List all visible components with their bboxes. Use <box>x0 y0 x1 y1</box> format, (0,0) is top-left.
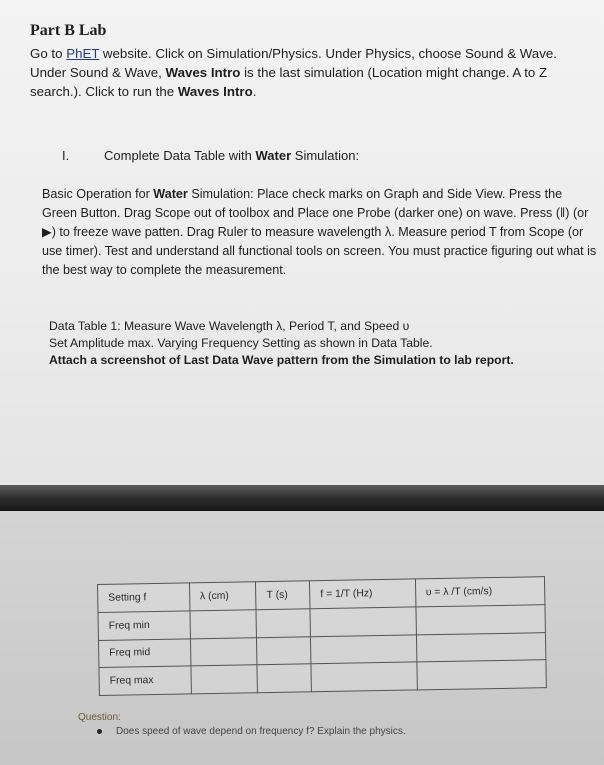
data-table-caption: Data Table 1: Measure Wave Wavelength λ, Period T, and Speed υ <box>49 319 410 333</box>
screenshot-instruction: Attach a screenshot of Last Data Wave pattern from the Simulation to lab report. <box>49 353 514 367</box>
part-title: Part B Lab <box>30 22 107 39</box>
intro-paragraph: Go to PhET website. Click on Simulation/Physics. Under Physics, choose Sound & Wave. Under Sound & Wave, Waves Intro is the last simulation (Location might change. A to Z search.). Click to run the Waves Intro. <box>30 46 557 99</box>
pause-icon: ‖ <box>560 206 566 220</box>
table-cell[interactable] <box>416 604 546 634</box>
table-cell[interactable] <box>257 664 311 693</box>
row-label: Freq max <box>99 666 191 695</box>
row-label: Freq min <box>98 611 190 640</box>
table-cell[interactable] <box>257 636 311 665</box>
table-cell[interactable] <box>310 607 416 637</box>
question-bullet <box>97 726 406 737</box>
header-setting: Setting f <box>98 583 190 612</box>
data-table <box>97 576 547 696</box>
play-icon: ▶ <box>42 225 52 239</box>
amplitude-instruction: Set Amplitude max. Varying Frequency Setting as shown in Data Table. <box>49 336 433 350</box>
table-cell[interactable] <box>191 665 258 694</box>
table-cell[interactable] <box>416 660 546 690</box>
table-cell[interactable] <box>256 609 310 638</box>
question-label: Question: <box>78 712 121 723</box>
table-cell[interactable] <box>311 634 417 664</box>
table-cell[interactable] <box>190 637 257 666</box>
item-text: Complete Data Table with Water Simulation: <box>104 148 360 163</box>
table-cell[interactable] <box>416 632 546 662</box>
screen-divider <box>0 485 604 511</box>
row-label: Freq mid <box>98 638 190 667</box>
bullet-dot-icon <box>97 729 102 734</box>
data-table-intro <box>49 318 594 369</box>
header-period: T (s) <box>256 581 310 610</box>
phet-link[interactable]: PhET <box>66 46 100 61</box>
section-item <box>62 148 360 163</box>
item-number: I. <box>62 148 70 163</box>
table-cell[interactable] <box>311 662 417 692</box>
question-text: Does speed of wave depend on frequency f? Explain the physics. <box>116 726 406 737</box>
header-wavelength: λ (cm) <box>189 582 256 611</box>
header-frequency: f = 1/T (Hz) <box>310 579 416 609</box>
table-cell[interactable] <box>190 609 257 638</box>
header-speed: υ = λ /T (cm/s) <box>415 577 545 607</box>
basic-operation-paragraph: Basic Operation for Water Simulation: Place check marks on Graph and Side View. Press the Green Button. Drag Scope out of toolbox and Place one Probe (darker one) on wave. Press (‖) (or ▶) to freeze wave patten. Drag Ruler to measure wavelength λ. Measure period T from Scope (or use timer). Test and understand all functional tools on screen. You must practice figuring out what is the best way to complete the measurement. <box>42 187 597 277</box>
